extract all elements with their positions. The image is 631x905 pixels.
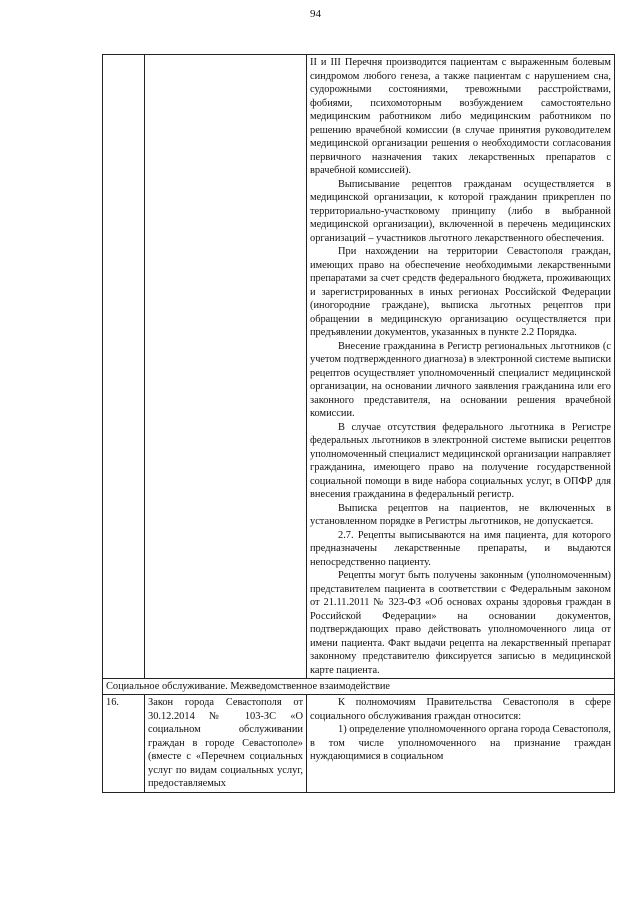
paragraph-list-continuation: II и III Перечня производится пациентам с выраженным болевым синдромом любого генеза, а также пациентам с нарушением сна, судорожными состояниями, тревожными расстройствами, фобиями, психомоторным возбуждением самостоятельно медицинским работником либо медицинским работником по решению врачебной комиссии (в случае принятия руководителем медицинской организации решения о необходимости согласования первичного назначения таких лекарственных препаратов с врачебной комиссией). [310, 57, 611, 176]
paragraph-not-allowed: Выписка рецептов на пациентов, не включенных в установленном порядке в Регистры льготников, не допускается. [310, 502, 611, 527]
table-row-16 [103, 695, 615, 793]
section-heading: Социальное обслуживание. Межведомственное взаимодействие [103, 679, 615, 695]
table-row-continuation [103, 55, 615, 679]
paragraph-nonresident-citizens: При нахождении на территории Севастополя граждан, имеющих право на обеспечение необходимыми лекарственными препаратами за счет средств федерального бюджета, проживающих и зарегистрированных в иных регионах Российской Федерации (иногородние граждане), выписка льготных рецептов при обращении в медицинскую организацию осуществляется при предъявлении документов, указанных в пункте 2.2 Порядка. [310, 246, 611, 338]
document-table [102, 54, 615, 793]
content-cell [307, 55, 615, 679]
law-text-16: Закон города Севастополя от 30.12.2014 № 103-ЗС «О социальном обслуживании граждан в городе Севастополе» (вместе с «Перечнем социальных услуг по видам социальных услуг, предоставляемых [148, 697, 303, 789]
content-cell-16 [307, 695, 615, 793]
law-cell [145, 55, 307, 679]
paragraph-federal-register: В случае отсутствия федерального льготника в Регистре федеральных льготников в электронной системе выписки рецептов уполномоченный специалист медицинской организации направляет гражданина, имеющего право на получение государственной социальной помощи в виде набора социальных услуг, в ОПФР для внесения гражданина в федеральный регистр. [310, 421, 611, 500]
paragraph-regional-register: Внесение гражданина в Регистр региональных льготников (с учетом подтвержденного диагноза) в электронной системе выписки рецептов осуществляет уполномоченный специалист медицинской организации, на основании личного заявления гражданина или его законного представителя, на основании решения врачебной комиссии. [310, 340, 611, 419]
paragraph-legal-representative: Рецепты могут быть получены законным (уполномоченным) представителем пациента в соответствии с Федеральным законом от 21.11.2011 № 323-ФЗ «Об основах охраны здоровья граждан в Российской Федерации» на основании документов, подтверждающих право действовать уполномоченного лица от имени пациента. Факт выдачи рецепта на лекарственный препарат законному представителю фиксируется записью в медицинской карте пациента. [310, 570, 611, 676]
row-number-cell [103, 55, 145, 679]
page-number: 94 [310, 8, 321, 20]
row-number-16: 16. [103, 695, 145, 793]
section-heading-row [103, 679, 615, 695]
paragraph-2-7: 2.7. Рецепты выписываются на имя пациента, для которого предназначены лекарственные препараты, и выдаются непосредственно пациенту. [310, 529, 611, 568]
paragraph-item-1: 1) определение уполномоченного органа города Севастополя, в том числе уполномоченного на признание граждан нуждающимися в социальном [310, 724, 611, 762]
paragraph-government-powers: К полномочиям Правительства Севастополя в сфере социального обслуживания граждан относится: [310, 697, 611, 722]
paragraph-prescription-place: Выписывание рецептов гражданам осуществляется в медицинской организации, к которой гражданин прикреплен по территориально-участковому принципу (либо в выбранной медицинской организации), включенной в перечень медицинских организаций – участников льготного лекарственного обеспечения. [310, 178, 611, 244]
law-cell-16 [145, 695, 307, 793]
